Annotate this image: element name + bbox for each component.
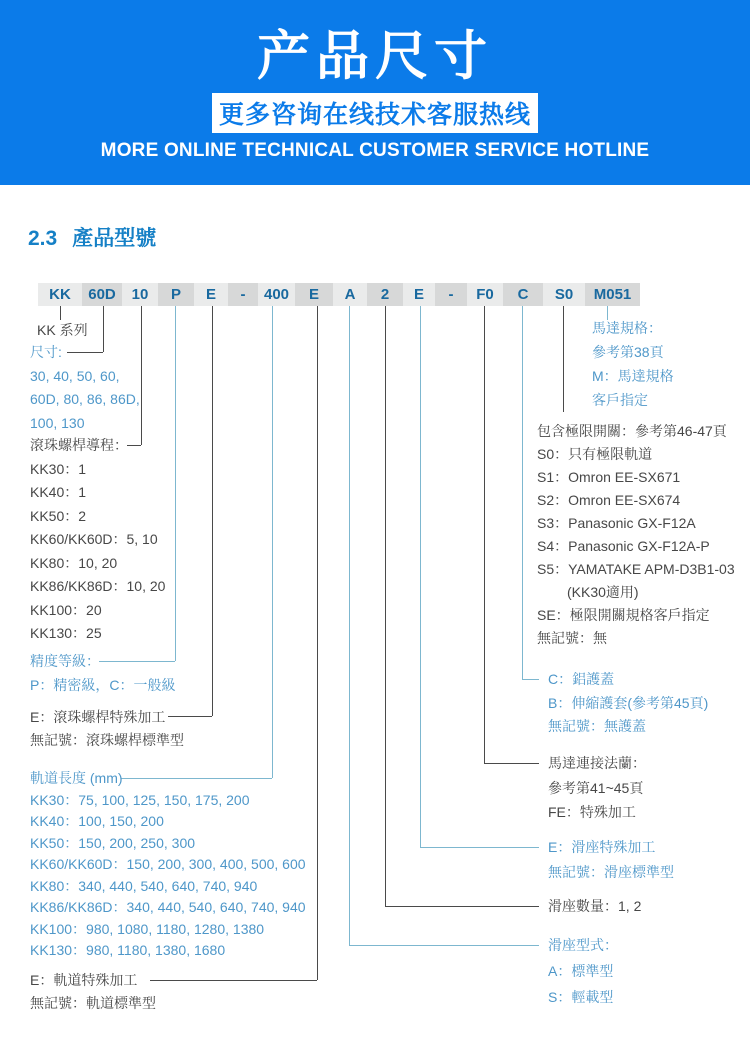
annotation-line: 60D, 80, 86, 86D, — [30, 391, 140, 407]
connector-rail-special-h — [150, 980, 317, 981]
annotation-line: SE：極限開關規格客戶指定 — [537, 607, 710, 623]
model-code-segment: E — [194, 283, 228, 306]
model-code-segment: KK — [38, 283, 82, 306]
connector-slider-special-h — [420, 847, 539, 848]
model-code-segment: P — [158, 283, 194, 306]
annotation-line: KK40：100, 150, 200 — [30, 813, 164, 829]
model-code-segment: C — [503, 283, 543, 306]
annotation-line: 參考第41~45頁 — [548, 779, 644, 796]
connector-slider-special-v — [420, 306, 421, 847]
connector-limit-switch-v — [563, 306, 564, 412]
model-code-segment: E — [295, 283, 333, 306]
annotation-line: 客戶指定 — [592, 392, 648, 408]
annotation-line: C：鋁護蓋 — [548, 671, 615, 687]
annotation-line: S3：Panasonic GX-F12A — [537, 515, 696, 531]
annotation-line: KK60/KK60D：150, 200, 300, 400, 500, 600 — [30, 856, 306, 872]
annotation-line: M：馬達規格 — [592, 368, 674, 384]
annotation-line: 參考第38頁 — [592, 344, 664, 360]
model-code-segment: 400 — [258, 283, 295, 306]
section-title: 產品型號 — [72, 227, 157, 250]
accuracy-block — [30, 649, 175, 697]
annotation-line: 精度等級： — [30, 653, 100, 669]
motor-spec-block — [592, 316, 674, 412]
annotation-line: 尺寸: — [30, 344, 62, 360]
connector-cover-h — [522, 679, 539, 680]
annotation-line: KK100：980, 1080, 1180, 1280, 1380 — [30, 920, 265, 937]
annotation-line: S：輕載型 — [548, 989, 614, 1005]
screw-special-block — [30, 706, 184, 752]
section-number: 2.3 — [28, 227, 58, 250]
connector-slider-type-h — [349, 945, 539, 946]
model-code-segment: M051 — [585, 283, 640, 306]
annotation-line: (KK30適用) — [567, 584, 639, 600]
annotation-line: KK60/KK60D：5, 10 — [30, 531, 158, 547]
annotation-line: 軌道長度 (mm) — [30, 770, 123, 786]
annotation-line: E：軌道特殊加工 — [30, 972, 138, 988]
annotation-line: S2：Omron EE-SX674 — [537, 492, 681, 508]
annotation-line: KK80：340, 440, 540, 640, 740, 940 — [30, 877, 258, 894]
connector-flange-h — [484, 763, 539, 764]
lead-block — [30, 434, 165, 646]
annotation-line: 無記號：無 — [537, 630, 607, 646]
connector-rail-length-v — [272, 306, 273, 778]
banner-subtitle-box — [212, 93, 538, 133]
connector-slider-count-v — [385, 306, 386, 906]
connector-flange-v — [484, 306, 485, 763]
annotation-line: KK40：1 — [30, 484, 87, 500]
annotation-line: A：標準型 — [548, 963, 614, 979]
connector-cover-v — [522, 306, 523, 679]
annotation-line: S1：Omron EE-SX671 — [537, 469, 681, 485]
model-code-segment: E — [403, 283, 435, 306]
banner-subtitle-en: MORE ONLINE TECHNICAL CUSTOMER SERVICE HOTLINE — [100, 140, 650, 161]
annotation-line: 無記號：軌道標準型 — [30, 995, 156, 1011]
annotation-line: 無記號：無護蓋 — [548, 718, 646, 734]
annotation-line: P：精密級，C：一般級 — [30, 677, 176, 693]
annotation-line: KK 系列 — [37, 322, 88, 338]
annotation-line: S4：Panasonic GX-F12A-P — [537, 538, 710, 554]
slider-special-block — [548, 835, 674, 885]
annotation-line: KK130：980, 1180, 1380, 1680 — [30, 942, 226, 958]
slider-count-label — [548, 897, 641, 915]
model-code-segment: 2 — [367, 283, 403, 306]
section-heading — [28, 222, 156, 252]
annotation-line: E：滾珠螺桿特殊加工 — [30, 709, 166, 725]
annotation-line: KK86/KK86D：10, 20 — [30, 578, 166, 594]
size-block — [30, 341, 140, 435]
annotation-line: KK86/KK86D：340, 440, 540, 640, 740, 940 — [30, 899, 306, 915]
annotation-line: FE：特殊加工 — [548, 804, 636, 820]
rail-length-block — [30, 768, 306, 962]
slider-type-block — [548, 932, 618, 1010]
annotation-line: B：伸縮護套(參考第45頁) — [548, 694, 709, 711]
model-code-segment: - — [435, 283, 467, 306]
rail-special-block — [30, 969, 156, 1015]
annotation-line: KK50：150, 200, 250, 300 — [30, 834, 196, 851]
banner-title: 产品尺寸 — [257, 27, 493, 86]
annotation-line: 100, 130 — [30, 414, 85, 431]
kk-series-label — [37, 321, 88, 339]
connector-kk-v — [60, 306, 61, 320]
model-code-segment: 10 — [122, 283, 158, 306]
annotation-line: S0：只有極限軌道 — [537, 446, 653, 462]
model-code-segment: - — [228, 283, 258, 306]
model-code-segment: A — [333, 283, 367, 306]
annotation-line: 無記號：滑座標準型 — [548, 864, 674, 880]
annotation-line: E：滑座特殊加工 — [548, 839, 656, 855]
annotation-line: 包含極限開關：參考第46-47頁 — [537, 423, 727, 439]
cover-block — [548, 668, 708, 739]
annotation-line: KK30：1 — [30, 460, 87, 477]
annotation-line: 滑座型式： — [548, 937, 618, 953]
banner-subtitle: 更多咨询在线技术客服热线 — [218, 101, 531, 129]
limit-switch-block — [537, 420, 735, 650]
model-code-segment: S0 — [543, 283, 585, 306]
connector-slider-count-h — [385, 906, 539, 907]
flange-block — [548, 751, 646, 825]
annotation-line: KK80：10, 20 — [30, 554, 118, 571]
model-code-segment: F0 — [467, 283, 503, 306]
annotation-line: 30, 40, 50, 60, — [30, 367, 120, 384]
annotation-line: 滑座數量：1, 2 — [548, 898, 642, 914]
connector-rail-special-v — [317, 306, 318, 980]
connector-slider-type-v — [349, 306, 350, 945]
connector-screw-special-v — [212, 306, 213, 716]
annotation-line: 滾珠螺桿導程： — [30, 437, 128, 453]
annotation-line: KK50：2 — [30, 507, 87, 524]
annotation-line: KK130：25 — [30, 625, 102, 641]
annotation-line: KK100：20 — [30, 601, 102, 618]
connector-accuracy-v — [175, 306, 176, 661]
banner — [0, 0, 750, 185]
model-code-segment: 60D — [82, 283, 122, 306]
annotation-line: S5：YAMATAKE APM-D3B1-03 — [537, 561, 735, 577]
annotation-line: 馬達連接法蘭： — [548, 755, 646, 771]
annotation-line: 馬達規格： — [592, 320, 662, 336]
connector-lead-v — [141, 306, 142, 445]
annotation-line: 無記號：滾珠螺桿標準型 — [30, 732, 184, 748]
annotation-line: KK30：75, 100, 125, 150, 175, 200 — [30, 791, 250, 808]
